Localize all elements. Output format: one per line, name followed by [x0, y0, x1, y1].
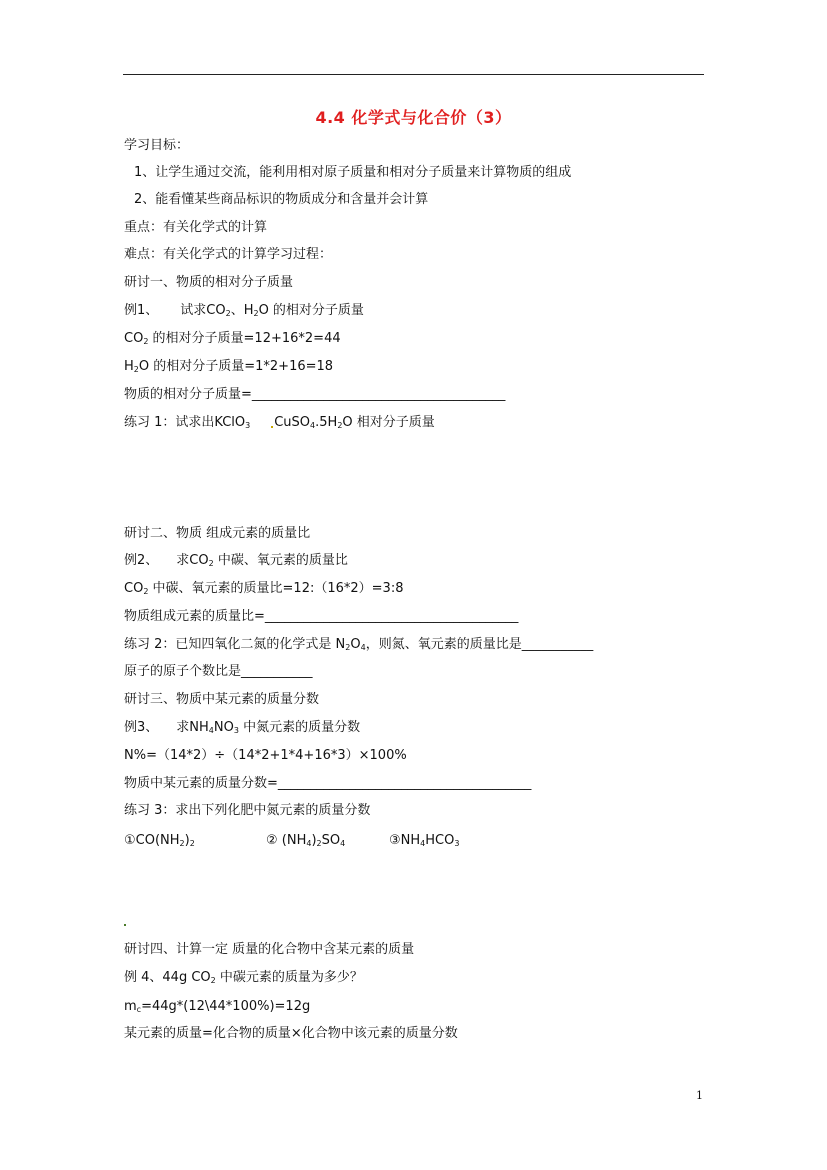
example-2: 例2、 求$CO_2$ 中碳、氧元素的质量比 [124, 553, 348, 568]
stray-mark [124, 924, 126, 926]
key-point: 重点：有关化学式的计算 [124, 220, 268, 235]
fertilizer-item-1: $①CO(NH_2)_2$ [124, 833, 195, 848]
co2-molecular-mass: $CO_2$ 的相对分子质量=12+16*2=44 [124, 331, 341, 346]
difficulty: 难点：有关化学式的计算学习过程： [124, 247, 333, 262]
mass-fraction-calc: N%=（14*2）÷（14*2+1*4+16*3）×100% [124, 748, 407, 763]
exercise-2-continued: 原子的原子个数比是___________ [124, 664, 313, 679]
fertilizer-item-3: $③NH_4HCO_3$ [389, 833, 460, 848]
mass-ratio-formula: 物质组成元素的质量比=_______________________________________ [124, 609, 519, 624]
example-1: 例1、 试求$CO_2$、$H_2O$ 的相对分子质量 [124, 303, 364, 318]
section-1-heading: 研讨一、物质的相对分子质量 [124, 275, 294, 290]
example-4: 例 4、44g $CO_2$ 中碳元素的质量为多少？ [124, 970, 363, 985]
exercise-2: 练习 2：已知四氧化二氮的化学式是 $N_2O_4$，则氮、氧元素的质量比是___________ [124, 637, 594, 652]
exercise-3: 练习 3：求出下列化肥中氮元素的质量分数 [124, 803, 371, 818]
element-mass-formula: 某元素的质量=化合物的质量×化合物中该元素的质量分数 [124, 1026, 458, 1041]
page-number: 1 [696, 1089, 703, 1102]
page-title: 4.4 化学式与化合价（3） [315, 108, 512, 127]
objectives-heading: 学习目标： [124, 138, 190, 153]
h2o-molecular-mass: $H_2O$ 的相对分子质量=1*2+16=18 [124, 359, 334, 374]
example-3: 例3、 求$NH_4NO_3$ 中氮元素的质量分数 [124, 720, 361, 735]
stray-mark [271, 426, 273, 428]
header-rule [123, 74, 704, 75]
objective-2: 2、能看懂某些商品标识的物质成分和含量并会计算 [134, 192, 429, 207]
section-4-heading: 研讨四、计算一定 质量的化合物中含某元素的质量 [124, 942, 415, 957]
fertilizer-item-2: ② $(NH_4)_2SO_4$ [266, 833, 346, 848]
mass-fraction-formula: 物质中某元素的质量分数=_______________________________________ [124, 776, 532, 791]
section-2-heading: 研讨二、物质 组成元素的质量比 [124, 526, 311, 541]
objective-1: 1、让学生通过交流，能利用相对原子质量和相对分子质量来计算物质的组成 [134, 165, 572, 180]
element-mass-calc: $m_c=44g*(12\backslash 44*100\%)=12g$ [124, 999, 311, 1014]
mass-ratio-calc: $CO_2$ 中碳、氧元素的质量比=12:（16*2）=3:8 [124, 581, 404, 596]
section-3-heading: 研讨三、物质中某元素的质量分数 [124, 692, 320, 707]
molecular-mass-formula: 物质的相对分子质量=_______________________________________ [124, 387, 506, 402]
exercise-1: 练习 1：试求出KClO$_3$ $CuSO_4.5H_2O$ 相对分子质量 [124, 415, 435, 430]
